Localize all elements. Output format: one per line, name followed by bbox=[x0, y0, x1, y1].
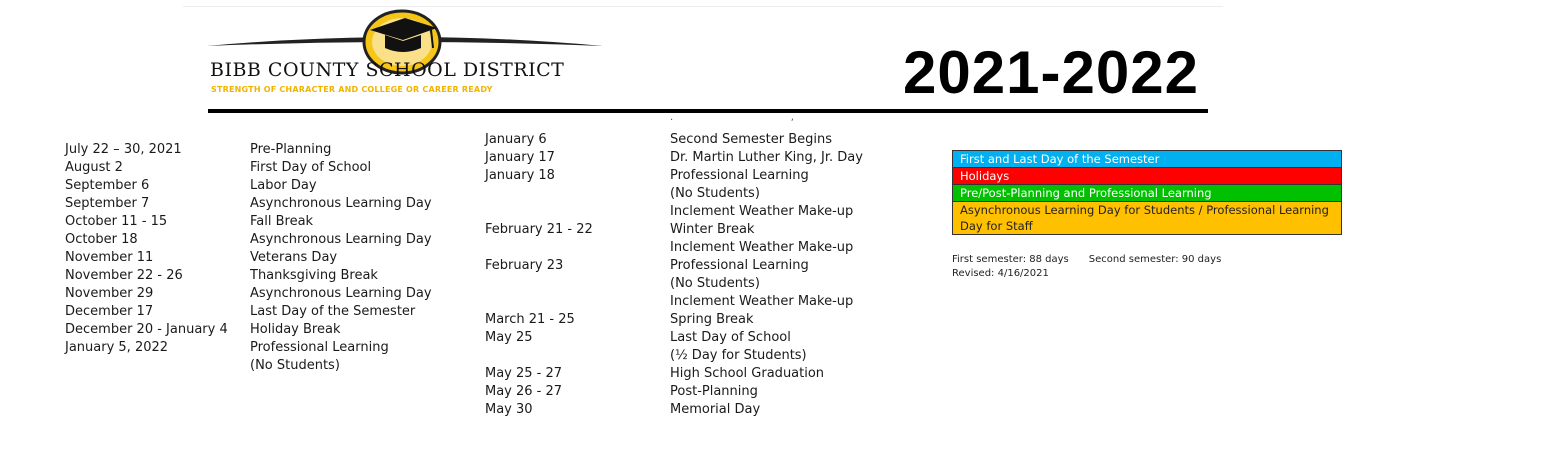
date-entry: January 6 bbox=[485, 132, 547, 147]
date-entry: February 23 bbox=[485, 258, 564, 273]
date-entry bbox=[485, 275, 593, 293]
event-entry: Dr. Martin Luther King, Jr. Day bbox=[670, 150, 863, 165]
legend-semester-days: First and Last Day of the Semester bbox=[953, 151, 1341, 168]
date-entry: October 18 bbox=[65, 232, 138, 247]
event-entry: Last Day of School bbox=[670, 330, 791, 345]
district-name: BIBB COUNTY SCHOOL DISTRICT bbox=[210, 59, 565, 81]
revised-date: Revised: 4/16/2021 bbox=[952, 268, 1049, 279]
event-entry: Winter Break bbox=[670, 222, 755, 237]
event-entry: (No Students) bbox=[250, 358, 340, 373]
date-entry bbox=[485, 293, 593, 311]
event-entry: Asynchronous Learning Day bbox=[250, 286, 432, 301]
first-semester-events bbox=[250, 141, 432, 375]
date-entry: September 7 bbox=[65, 196, 150, 211]
second-semester-events bbox=[670, 131, 863, 419]
event-entry: Inclement Weather Make-up bbox=[670, 240, 854, 255]
first-semester-dates bbox=[65, 141, 228, 357]
event-entry: Inclement Weather Make-up bbox=[670, 294, 854, 309]
event-entry: First Day of School bbox=[250, 160, 372, 175]
event-entry: High School Graduation bbox=[670, 366, 825, 381]
event-entry: Fall Break bbox=[250, 214, 314, 229]
first-semester-count: First semester: 88 days bbox=[952, 254, 1069, 265]
text-fragment: . , bbox=[670, 112, 794, 123]
event-entry: Professional Learning bbox=[250, 340, 389, 355]
event-entry: Last Day of the Semester bbox=[250, 304, 416, 319]
date-entry: March 21 - 25 bbox=[485, 312, 575, 327]
event-entry: Asynchronous Learning Day bbox=[250, 232, 432, 247]
event-entry: Second Semester Begins bbox=[670, 132, 833, 147]
second-semester-count: Second semester: 90 days bbox=[1088, 254, 1222, 265]
district-tagline: STRENGTH OF CHARACTER AND COLLEGE OR CAREER READY bbox=[211, 85, 493, 94]
date-entry bbox=[485, 203, 593, 221]
event-entry: Thanksgiving Break bbox=[250, 268, 378, 283]
date-entry bbox=[485, 185, 593, 203]
date-entry: December 17 bbox=[65, 304, 154, 319]
event-entry: Pre-Planning bbox=[250, 142, 332, 157]
date-entry: July 22 – 30, 2021 bbox=[65, 142, 182, 157]
date-entry: May 25 bbox=[485, 330, 533, 345]
top-border-line bbox=[183, 6, 1223, 7]
date-entry: January 18 bbox=[485, 168, 555, 183]
date-entry: November 22 - 26 bbox=[65, 268, 183, 283]
school-year-title: 2021-2022 bbox=[903, 39, 1199, 106]
date-entry: October 11 - 15 bbox=[65, 214, 168, 229]
event-entry: (No Students) bbox=[670, 276, 760, 291]
event-entry: Memorial Day bbox=[670, 402, 761, 417]
event-entry: Professional Learning bbox=[670, 168, 809, 183]
date-entry: September 6 bbox=[65, 178, 150, 193]
date-entry: May 25 - 27 bbox=[485, 366, 563, 381]
event-entry: Spring Break bbox=[670, 312, 754, 327]
event-entry: Veterans Day bbox=[250, 250, 338, 265]
date-entry: August 2 bbox=[65, 160, 123, 175]
date-entry: February 21 - 22 bbox=[485, 222, 593, 237]
date-entry: November 11 bbox=[65, 250, 154, 265]
event-entry: (No Students) bbox=[670, 186, 760, 201]
color-legend bbox=[952, 150, 1342, 235]
date-entry: January 5, 2022 bbox=[65, 340, 169, 355]
event-entry: (½ Day for Students) bbox=[670, 348, 807, 363]
date-entry bbox=[485, 239, 593, 257]
legend-holidays: Holidays bbox=[953, 168, 1341, 185]
legend-planning: Pre/Post-Planning and Professional Learning bbox=[953, 185, 1341, 202]
second-semester-dates bbox=[485, 131, 593, 419]
date-entry: May 26 - 27 bbox=[485, 384, 563, 399]
date-entry: November 29 bbox=[65, 286, 154, 301]
date-entry: May 30 bbox=[485, 402, 533, 417]
event-entry: Post-Planning bbox=[670, 384, 758, 399]
event-entry: Holiday Break bbox=[250, 322, 341, 337]
date-entry: January 17 bbox=[485, 150, 555, 165]
date-entry bbox=[485, 347, 593, 365]
legend-asynchronous: Asynchronous Learning Day for Students / Professional Learning Day for Staff bbox=[953, 202, 1341, 234]
semester-day-counts bbox=[952, 254, 1221, 265]
event-entry: Labor Day bbox=[250, 178, 317, 193]
date-entry: December 20 - January 4 bbox=[65, 322, 228, 337]
event-entry: Professional Learning bbox=[670, 258, 809, 273]
event-entry: Asynchronous Learning Day bbox=[250, 196, 432, 211]
event-entry: Inclement Weather Make-up bbox=[670, 204, 854, 219]
